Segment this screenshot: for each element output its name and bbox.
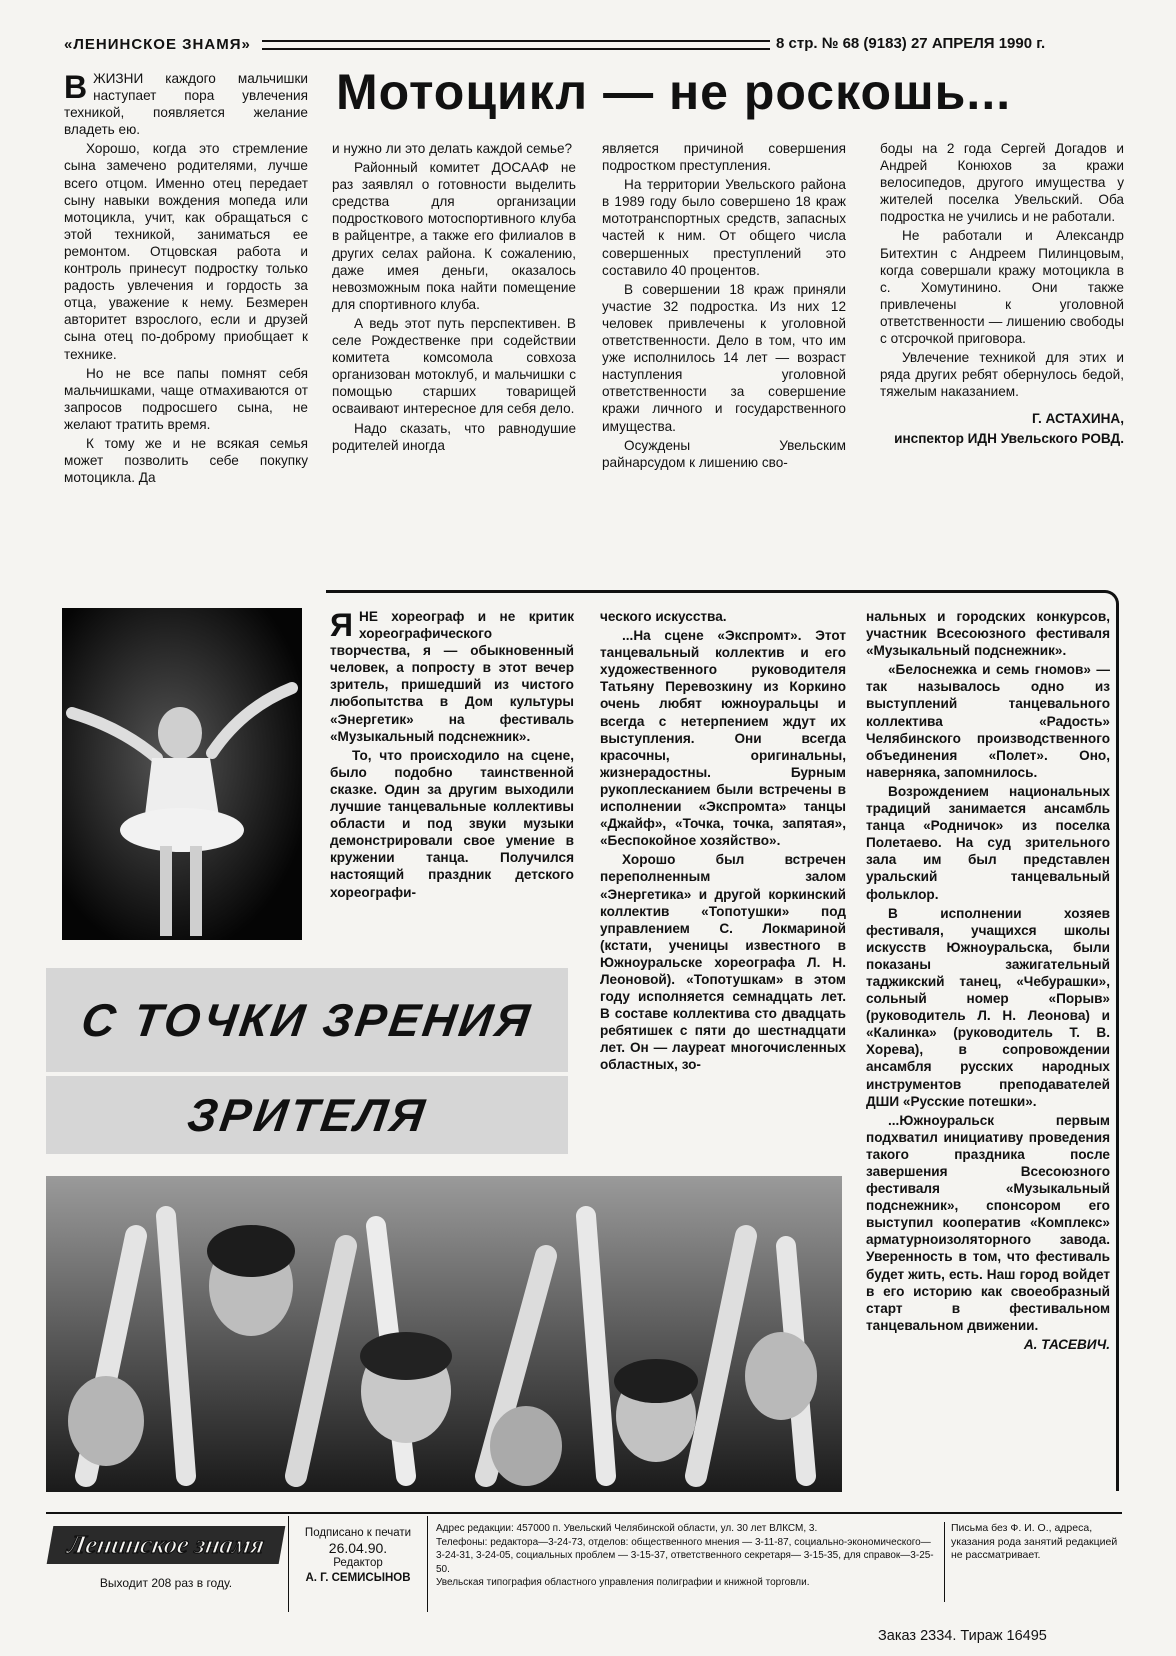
signed-date: 26.04.90. bbox=[328, 1540, 388, 1556]
article2-column-1 bbox=[330, 608, 574, 948]
paragraph: К тому же и не всякая семья может позволить себе покупку мотоцикла. Да bbox=[64, 435, 308, 486]
paragraph: ...Южноуральск первым подхватил инициативу проведения такого праздника после завершения Всесоюзного фестиваля «Музыкальный подснежник», спонсором его выступил кооператив «Комплекс» арматурноизоляторного завода. Уверенность в том, что фестиваль будет жить, есть. Наш город войдет в его историю как своеобразный старт в фестивальном танцевальном движении. bbox=[866, 1112, 1110, 1333]
footer-signature-box bbox=[288, 1516, 428, 1612]
article1-column-2 bbox=[332, 140, 576, 580]
paragraph: «Белоснежка и семь гномов» — так называлось одно из выступлений танцевального коллектива «Радость» Челябинского производственного объединения «Полет». Оно, наверняка, запомнилось. bbox=[866, 662, 1110, 780]
masthead-rule bbox=[262, 40, 770, 50]
author-name: А. ТАСЕВИЧ. bbox=[1023, 1336, 1110, 1352]
footer-order-info: Заказ 2334. Тираж 16495 bbox=[878, 1628, 1047, 1644]
footer-letters-note: Письма без Ф. И. О., адреса, указания рода занятий редакцией не рассматривает. bbox=[944, 1522, 1129, 1602]
paragraph: Но не все папы помнят себя мальчишками, чаще отмахиваются от запросов подросшего сына, не желают тратить время. bbox=[64, 365, 308, 432]
author-name: Г. АСТАХИНА, bbox=[1031, 411, 1124, 427]
section-heading-box-1 bbox=[46, 968, 568, 1072]
issue-info: 8 стр. № 68 (9183) 27 АПРЕЛЯ 1990 г. bbox=[776, 35, 1046, 52]
paragraph: В исполнении хозяев фестиваля, учащихся школы искусств Южноуральска, были показаны зажигательный таджикский танец, «Чебурашки», сольный номер «Порыв» (руководитель Л. Н. Леонова) и «Калинка» (руководитель Т. В. Хорева), в сопровождении ансамбля русских народных инструментов преподавателей ДШИ «Русские потешки». bbox=[866, 905, 1110, 1109]
paragraph: На территории Увельского района в 1989 году было совершено 18 краж мототранспортных средств, запасных частей к ним. От общего числа совершенных преступлений это составило 40 процентов. bbox=[602, 177, 846, 278]
section-heading-line-1: С ТОЧКИ ЗРЕНИЯ bbox=[78, 994, 536, 1046]
paragraph: Надо сказать, что равнодушие родителей иногда bbox=[332, 420, 576, 453]
address-line: Телефоны: редактора—3-24-73, отделов: общественного мнения — 3-11-87, социально-экономического—3-24-31, 3-24-05, социальных проблем — 3-15-37, ответственного секретаря— 3-15-35, для справок—3-25-50. bbox=[436, 1536, 934, 1575]
paragraph: Увлечение техникой для этих и ряда других ребят обернулось бедой, тяжелым наказанием. bbox=[880, 350, 1124, 400]
paragraph: ЖИЗНИ каждого мальчишки наступает пора увлечения техникой, появляется желание владеть ею. bbox=[64, 71, 308, 138]
address-line: Увельская типография областного управления полиграфии и книжной торговли. bbox=[436, 1577, 810, 1588]
photo-dancer bbox=[62, 608, 302, 940]
editor-name: А. Г. СЕМИСЫНОВ bbox=[305, 1572, 411, 1584]
footer-logo: Ленинское знамя bbox=[47, 1526, 286, 1564]
drop-cap: Я bbox=[330, 608, 353, 643]
footer-frequency: Выходит 208 раз в году. bbox=[99, 1576, 233, 1590]
paragraph: НЕ хореограф и не критик хореографического творчества, я — обыкновенный человек, а попросту в этот вечер зритель, пришедший из чистого любопытства в Дом культуры «Энергетик» на фестиваль «Музыкальный подснежник». bbox=[330, 609, 574, 744]
article-title: Мотоцикл — не роскошь... bbox=[336, 64, 1012, 120]
address-line: Адрес редакции: 457000 п. Увельский Челябинской области, ул. 30 лет ВЛКСМ, 3. bbox=[436, 1523, 818, 1534]
paragraph: Районный комитет ДОСААФ не раз заявлял о готовности выделить средства для организации подросткового мотоспортивного клуба в райцентре, а также его филиалов в других селах района. К сожалению, даже имея деньги, оказалось невозможным пока найти помещение для спортивного клуба. bbox=[332, 160, 576, 312]
paragraph: боды на 2 года Сергей Догадов и Андрей Конюхов за кражи велосипедов, другого имущества у жителей поселка Увельский. Оба подростка не учились и не работали. bbox=[880, 141, 1124, 225]
footer-logo-box bbox=[50, 1520, 282, 1600]
paragraph: Осуждены Увельским райнарсудом к лишению сво- bbox=[602, 437, 846, 470]
photo-audience bbox=[46, 1176, 842, 1492]
signed-label: Подписано к печати bbox=[304, 1527, 412, 1539]
article2-column-2 bbox=[600, 608, 846, 1154]
paragraph: А ведь этот путь перспективен. В селе Рождественке при содействии комитета комсомола совхоза организован мотоклуб, и мальчишки с помощью старших товарищей осваивают интересное для себя дело. bbox=[332, 315, 576, 417]
paragraph: Не работали и Александр Битехтин с Андреем Пилинцовым, когда совершали кражу мотоцикла в с. Хомутинино. Они также привлечены к уголовной ответственности — лишению свободы с отсрочкой приговора. bbox=[880, 228, 1124, 347]
editor-label: Редактор bbox=[333, 1557, 383, 1569]
article1-column-3 bbox=[602, 140, 846, 580]
paragraph: То, что происходило на сцене, было подобно таинственной сказке. Один за другим выходили лучшие танцевальные коллективы области и под звуки музыки демонстрировали свое умение в кружении танца. Получился настоящий праздник детского хореографи- bbox=[330, 747, 574, 900]
footer-rule bbox=[46, 1512, 1122, 1514]
paragraph: Возрождением национальных традиций занимается ансамбль танца «Родничок» из поселка Полетаево. На суд зрительного зала им был представлен уральский танцевальный фольклор. bbox=[866, 783, 1110, 902]
dancer-photo-image bbox=[62, 608, 302, 940]
section-heading-line-2: ЗРИТЕЛЯ bbox=[183, 1089, 431, 1141]
audience-photo-image bbox=[46, 1176, 842, 1492]
paragraph: Хорошо был встречен переполненным залом «Энергетика» и другой коркинский коллектив «Топотушки» под управлением С. Локмариной (кстати, ученицы известного в Южноуральске хореографа Л. Н. Леоновой). «Топотушкам» в этом году исполняется семнадцать лет. В составе коллектива сто двадцать ребятишек с пяти до шестнадцати лет. Он — лауреат многочисленных областных, зо- bbox=[600, 852, 846, 1073]
paragraph: Хорошо, когда это стремление сына замечено родителями, лучше всего отцом. Именно отец передает сыну навыки вождения мопеда или мотоцикла, учит, как обращаться с этой техникой, заниматься ее ремонтом. Отцовская работа и контроль принесут подростку только радость увлечения и гордость за отца, уважение к нему. Безмерен авторитет взрослого, если и друзей сына отец по-доброму приобщает к технике. bbox=[64, 141, 308, 362]
article1-column-4 bbox=[880, 140, 1124, 580]
paragraph: нальных и городских конкурсов, участник Всесоюзного фестиваля «Музыкальный подснежник». bbox=[866, 609, 1110, 659]
paragraph: ...На сцене «Экспромт». Этот танцевальный коллектив и его художественного руководителя Татьяну Перевозкину из Коркино очень любят южноуральцы и всегда с нетерпением ждут их выступления. Они всегда красочны, оригинальны, жизнерадостны. Бурным рукоплесканием были встречены в исполнении «Экспромта» танцы «Джайф», «Точка, точка, запятая», «Беспокойное хозяйство». bbox=[600, 628, 846, 849]
footer-address-box bbox=[436, 1522, 936, 1590]
paragraph: В совершении 18 краж приняли участие 32 подростка. Из них 12 человек привлечены к уголовной ответственности. Дело в том, что им уже исполнилось 14 лет — возраст наступления уголовной ответственности за совершение кражи личного и государственного имущества. bbox=[602, 281, 846, 434]
section-heading-box-2 bbox=[46, 1076, 568, 1154]
masthead-paper-name: «ЛЕНИНСКОЕ ЗНАМЯ» bbox=[64, 36, 251, 53]
article2-column-3 bbox=[866, 608, 1110, 1484]
paragraph: ческого искусства. bbox=[600, 609, 727, 624]
drop-cap: В bbox=[64, 70, 88, 105]
paragraph: является причиной совершения подростком преступления. bbox=[602, 141, 846, 174]
article1-column-1 bbox=[64, 70, 308, 580]
paragraph: и нужно ли это делать каждой семье? bbox=[332, 141, 573, 156]
author-title: инспектор ИДН Увельского РОВД. bbox=[894, 430, 1124, 446]
